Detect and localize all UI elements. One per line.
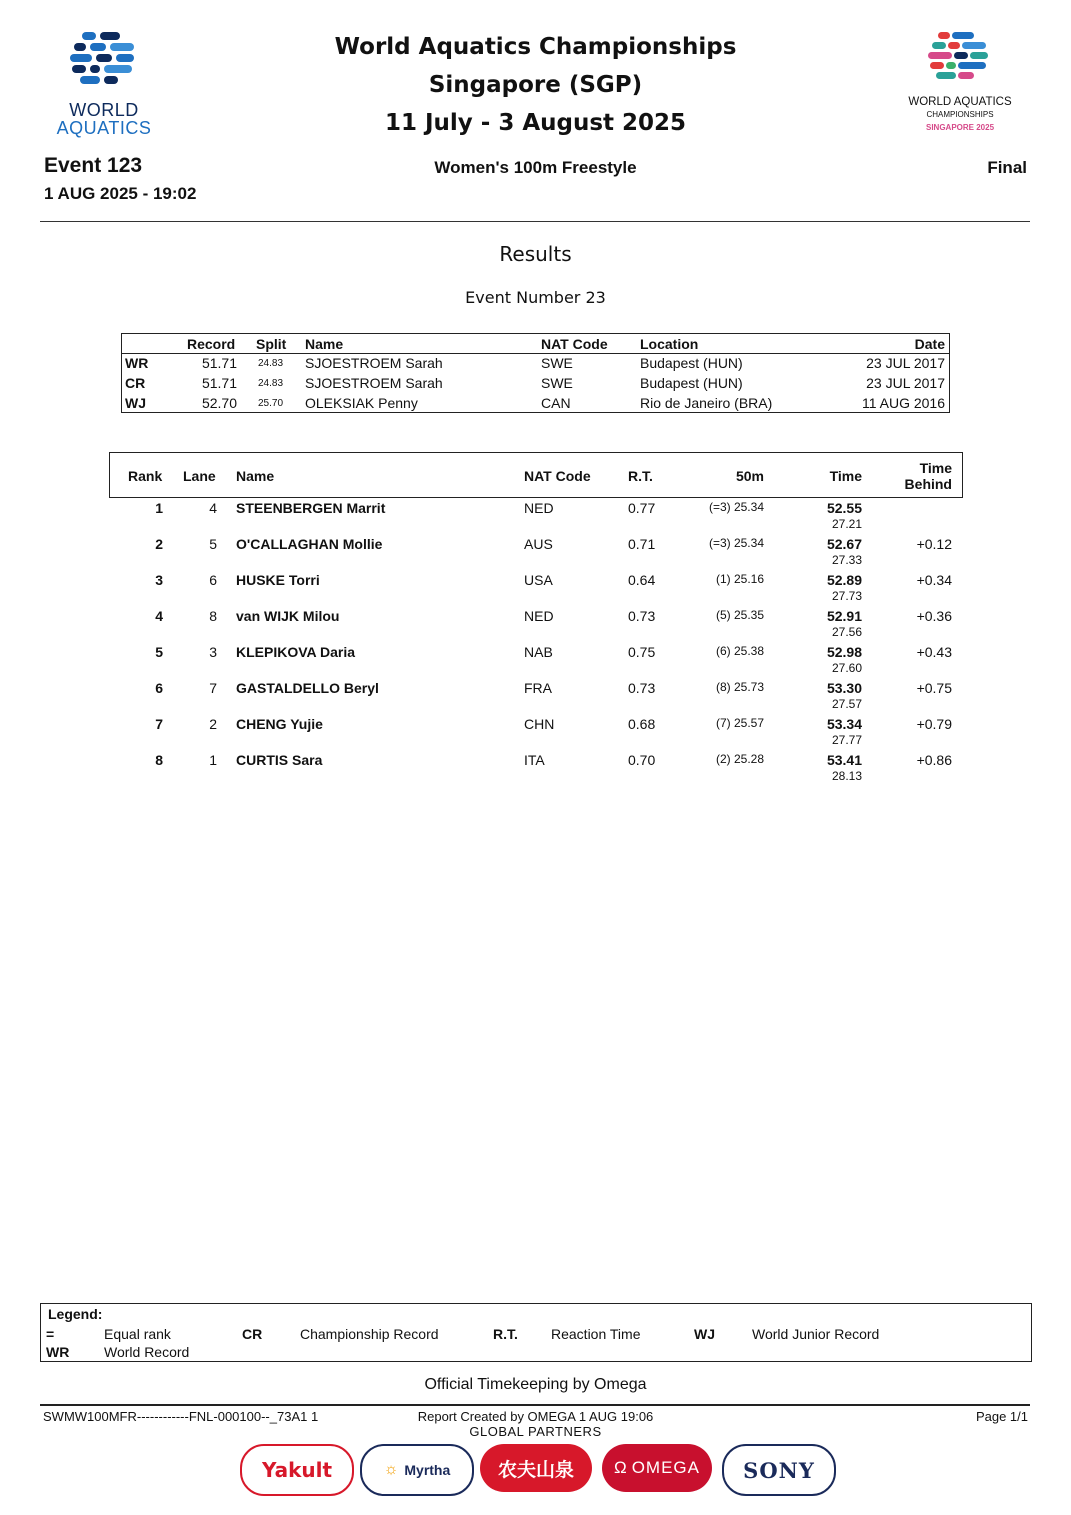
result-athlete-name: van WIJK Milou (236, 608, 340, 624)
result-time-behind: +0.43 (916, 644, 952, 660)
result-nat: ITA (524, 752, 545, 768)
event-datetime: 1 AUG 2025 - 19:02 (44, 184, 197, 203)
result-time: 52.91 (826, 608, 862, 624)
result-lane: 1 (209, 752, 217, 768)
result-split-50m: (8) 25.73 (715, 680, 764, 694)
result-reaction-time: 0.73 (628, 608, 656, 624)
results-table-header (109, 452, 963, 498)
result-lane: 5 (209, 536, 217, 552)
result-split-2: 27.57 (831, 697, 862, 711)
rec-header-date: Date (914, 336, 945, 352)
result-lane: 8 (209, 608, 217, 624)
result-time: 52.98 (826, 644, 862, 660)
result-athlete-name: HUSKE Torri (236, 572, 320, 588)
record-split: 24.83 (258, 358, 284, 369)
result-reaction-time: 0.70 (628, 752, 656, 768)
result-reaction-time: 0.75 (628, 644, 656, 660)
footer-divider (40, 1404, 1030, 1406)
logo-text-aquatics: AQUATICS (56, 118, 152, 138)
record-split: 24.83 (258, 378, 284, 389)
result-athlete-name: STEENBERGEN Marrit (236, 500, 386, 516)
result-rank: 5 (155, 644, 163, 660)
legend-desc: Reaction Time (551, 1326, 641, 1342)
result-lane: 6 (209, 572, 217, 588)
result-split-2: 27.56 (831, 625, 862, 639)
record-location: Budapest (HUN) (640, 375, 743, 391)
result-nat: CHN (524, 716, 555, 732)
record-nat: SWE (541, 355, 573, 371)
result-reaction-time: 0.68 (628, 716, 656, 732)
result-row (0, 752, 1071, 788)
legend-desc: World Record (104, 1344, 190, 1360)
record-nat: SWE (541, 375, 573, 391)
result-rank: 7 (155, 716, 163, 732)
result-athlete-name: KLEPIKOVA Daria (236, 644, 356, 660)
header-name: Name (236, 468, 275, 484)
rec-header-record: Record (187, 336, 236, 352)
colorful-wave-icon (890, 30, 1030, 94)
result-time-behind: +0.75 (916, 680, 952, 696)
result-row (0, 536, 1071, 572)
header-divider (40, 221, 1030, 222)
result-lane: 4 (209, 500, 217, 516)
logo-right-line1: WORLD AQUATICS (908, 96, 1012, 108)
sponsor-yakult-logo (240, 1444, 354, 1496)
result-lane: 7 (209, 680, 217, 696)
result-nat: NED (524, 608, 554, 624)
record-holder: SJOESTROEM Sarah (305, 375, 443, 391)
sponsor-myrtha-logo (360, 1444, 474, 1496)
result-reaction-time: 0.77 (628, 500, 656, 516)
header-nat: NAT Code (524, 468, 591, 484)
header-lane: Lane (183, 468, 216, 484)
result-reaction-time: 0.73 (628, 680, 656, 696)
sponsor-sony-logo (722, 1444, 836, 1496)
record-nat: CAN (541, 395, 571, 411)
record-row (122, 373, 949, 393)
championships-logo (890, 30, 1030, 140)
global-partners-label: GLOBAL PARTNERS (469, 1424, 602, 1439)
result-split-50m: (2) 25.28 (715, 752, 764, 766)
legend-key: = (46, 1326, 55, 1342)
header-time-behind-2: Behind (904, 476, 952, 492)
record-type: CR (125, 375, 146, 391)
result-rank: 4 (155, 608, 163, 624)
result-split-2: 27.21 (831, 517, 862, 531)
record-split: 25.70 (258, 398, 284, 409)
record-holder: SJOESTROEM Sarah (305, 355, 443, 371)
result-time-behind: +0.34 (916, 572, 952, 588)
result-time: 52.67 (826, 536, 862, 552)
result-rank: 1 (155, 500, 163, 516)
result-split-2: 27.77 (831, 733, 862, 747)
result-row (0, 644, 1071, 680)
title-line-2: Singapore (SGP) (428, 72, 643, 98)
result-nat: FRA (524, 680, 552, 696)
record-row (122, 353, 949, 373)
sponsor-nongfu-text: 农夫山泉 (497, 1458, 574, 1481)
sponsor-myrtha-text: Myrtha (404, 1462, 451, 1478)
record-time: 51.71 (201, 375, 237, 391)
result-row (0, 680, 1071, 716)
legend-title: Legend: (48, 1306, 103, 1322)
result-time: 53.41 (826, 752, 862, 768)
record-date: 11 AUG 2016 (861, 395, 945, 411)
result-time: 53.34 (826, 716, 862, 732)
result-rank: 6 (155, 680, 163, 696)
header-time-behind-1: Time (919, 460, 952, 476)
result-rank: 3 (155, 572, 163, 588)
result-split-50m: (1) 25.16 (715, 572, 764, 586)
omega-icon: Ω (613, 1458, 628, 1477)
records-table (121, 333, 950, 413)
result-split-2: 27.73 (831, 589, 862, 603)
rec-header-location: Location (640, 336, 699, 352)
rec-header-name: Name (305, 336, 344, 352)
result-time-behind: +0.79 (916, 716, 952, 732)
rec-header-split: Split (256, 336, 287, 352)
result-athlete-name: CURTIS Sara (236, 752, 323, 768)
page-number: Page 1/1 (975, 1409, 1028, 1424)
result-lane: 2 (209, 716, 217, 732)
result-row (0, 608, 1071, 644)
result-nat: USA (524, 572, 553, 588)
report-created: Report Created by OMEGA 1 AUG 19:06 (417, 1409, 654, 1424)
result-split-50m: (7) 25.57 (715, 716, 764, 730)
record-type: WJ (125, 395, 146, 411)
result-row (0, 716, 1071, 752)
record-time: 52.70 (201, 395, 237, 411)
event-phase: Final (987, 158, 1027, 177)
result-split-2: 27.60 (831, 661, 862, 675)
record-type: WR (125, 355, 149, 371)
result-row (0, 572, 1071, 608)
report-code: SWMW100MFR------------FNL-000100--_73A1 1 (43, 1409, 319, 1424)
record-location: Budapest (HUN) (640, 355, 743, 371)
legend-desc: Championship Record (300, 1326, 439, 1342)
result-reaction-time: 0.64 (628, 572, 656, 588)
result-time: 53.30 (826, 680, 862, 696)
result-split-50m: (=3) 25.34 (708, 536, 764, 550)
legend-desc: World Junior Record (752, 1326, 880, 1342)
logo-right-line2: CHAMPIONSHIPS (926, 110, 994, 119)
header-50m: 50m (735, 468, 764, 484)
result-rank: 8 (155, 752, 163, 768)
result-nat: NAB (524, 644, 553, 660)
result-split-50m: (6) 25.38 (715, 644, 764, 658)
result-split-2: 27.33 (831, 553, 862, 567)
result-reaction-time: 0.71 (628, 536, 656, 552)
record-holder: OLEKSIAK Penny (305, 395, 418, 411)
result-split-50m: (=3) 25.34 (708, 500, 764, 514)
result-time-behind: +0.12 (916, 536, 952, 552)
title-line-3: 11 July - 3 August 2025 (384, 110, 687, 136)
sponsor-omega-logo (602, 1444, 712, 1492)
result-time-behind: +0.86 (916, 752, 952, 768)
result-nat: AUS (524, 536, 553, 552)
legend-key: WJ (694, 1326, 715, 1342)
record-date: 23 JUL 2017 (866, 375, 945, 391)
sponsor-yakult-text: Yakult (261, 1458, 333, 1482)
result-row (0, 500, 1071, 536)
event-number-subtitle: Event Number 23 (465, 288, 606, 307)
result-time: 52.89 (826, 572, 862, 588)
logo-text-world: WORLD (69, 100, 139, 120)
result-rank: 2 (155, 536, 163, 552)
official-timekeeping: Official Timekeeping by Omega (424, 1376, 647, 1393)
result-nat: NED (524, 500, 554, 516)
record-date: 23 JUL 2017 (866, 355, 945, 371)
rec-header-nat: NAT Code (541, 336, 608, 352)
result-split-2: 28.13 (831, 769, 862, 783)
event-number: Event 123 (44, 154, 143, 177)
results-title: Results (499, 242, 572, 266)
title-line-1: World Aquatics Championships (334, 34, 737, 60)
result-time: 52.55 (826, 500, 862, 516)
record-time: 51.71 (201, 355, 237, 371)
legend-key: CR (242, 1326, 263, 1342)
record-location: Rio de Janeiro (BRA) (640, 395, 773, 411)
result-split-50m: (5) 25.35 (715, 608, 764, 622)
result-athlete-name: GASTALDELLO Beryl (236, 680, 379, 696)
record-row (122, 393, 949, 413)
result-athlete-name: CHENG Yujie (236, 716, 323, 732)
legend-desc: Equal rank (104, 1326, 171, 1342)
header-rt: R.T. (628, 468, 653, 484)
sponsor-nongfu-logo (480, 1444, 592, 1492)
result-athlete-name: O'CALLAGHAN Mollie (236, 536, 383, 552)
sponsor-omega-text: OMEGA (631, 1458, 700, 1477)
header-rank: Rank (128, 468, 163, 484)
event-name: Women's 100m Freestyle (434, 158, 637, 177)
legend-box (40, 1303, 1032, 1362)
result-time-behind: +0.36 (916, 608, 952, 624)
legend-key: R.T. (493, 1326, 518, 1342)
sun-icon: ☼ (383, 1461, 399, 1478)
sponsor-sony-text: SONY (743, 1457, 815, 1483)
header-time: Time (829, 468, 862, 484)
legend-key: WR (46, 1344, 70, 1360)
result-lane: 3 (209, 644, 217, 660)
logo-right-line3: SINGAPORE 2025 (925, 123, 995, 132)
